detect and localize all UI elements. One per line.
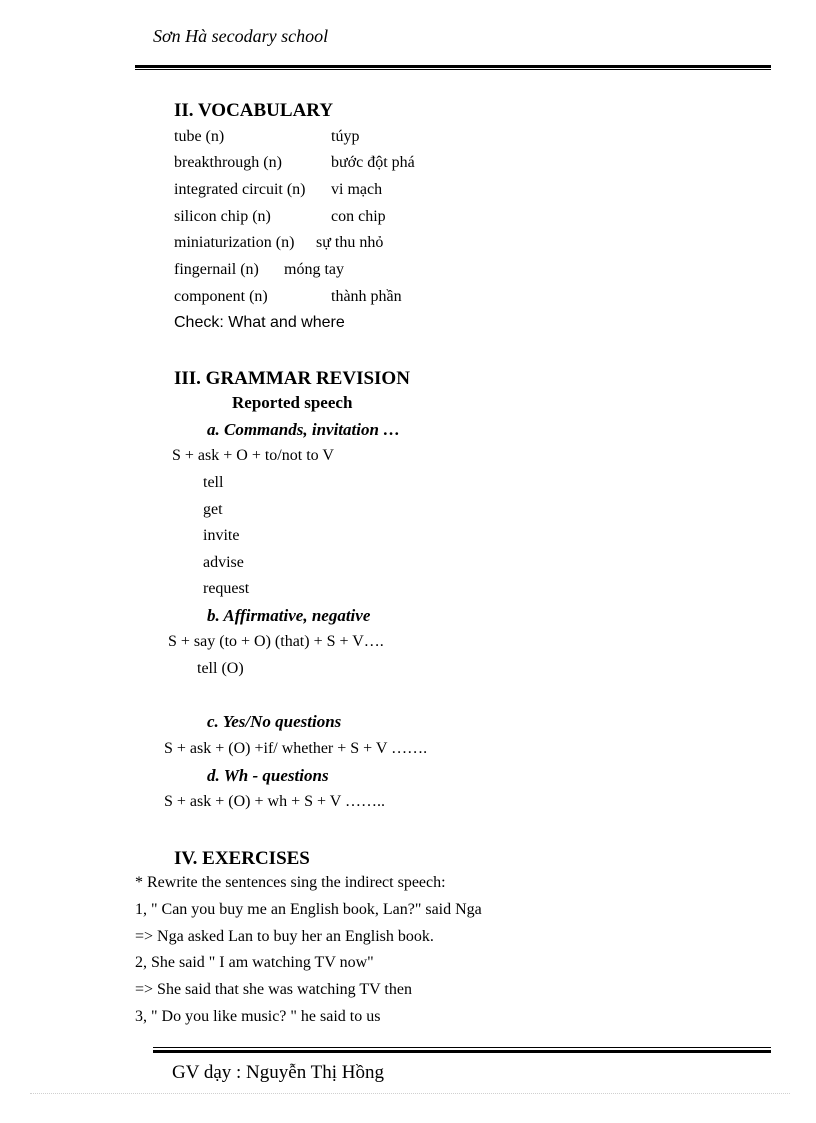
grammar-a-formula: S + ask + O + to/not to V xyxy=(172,447,334,464)
grammar-a-verb: get xyxy=(203,501,223,518)
vocab-meaning: bước đột phá xyxy=(331,154,415,171)
vocabulary-heading: II. VOCABULARY xyxy=(174,100,334,121)
exercise-line: 1, " Can you buy me an English book, Lan?" said Nga xyxy=(135,901,482,918)
vocab-check: Check: What and where xyxy=(174,314,345,331)
vocab-term: component (n) xyxy=(174,288,268,305)
grammar-a-verb: invite xyxy=(203,527,240,544)
vocab-meaning: móng tay xyxy=(284,261,344,278)
exercise-line: => She said that she was watching TV then xyxy=(135,981,412,998)
grammar-c-formula: S + ask + (O) +if/ whether + S + V ……. xyxy=(164,740,428,757)
exercise-line: 3, " Do you like music? " he said to us xyxy=(135,1008,381,1025)
school-name: Sơn Hà secodary school xyxy=(153,26,329,46)
grammar-c-title: c. Yes/No questions xyxy=(207,712,342,731)
footer-rule-thick xyxy=(153,1050,771,1053)
vocab-meaning: sự thu nhỏ xyxy=(316,234,384,251)
grammar-a-verb: tell xyxy=(203,474,224,491)
vocab-meaning: túyp xyxy=(331,128,360,145)
vocab-term: fingernail (n) xyxy=(174,261,259,278)
exercises-heading: IV. EXERCISES xyxy=(174,848,310,869)
vocab-term: silicon chip (n) xyxy=(174,208,271,225)
grammar-heading: III. GRAMMAR REVISION xyxy=(174,368,410,389)
footer-rule-thin xyxy=(153,1047,771,1048)
page-bottom-dotted-line xyxy=(30,1093,790,1094)
vocab-term: integrated circuit (n) xyxy=(174,181,306,198)
vocab-term: tube (n) xyxy=(174,128,225,145)
vocab-term: breakthrough (n) xyxy=(174,154,282,171)
header-rule-thick xyxy=(135,65,771,68)
grammar-a-title: a. Commands, invitation … xyxy=(207,420,401,439)
exercise-line: * Rewrite the sentences sing the indirect speech: xyxy=(135,874,446,891)
exercise-line: 2, She said " I am watching TV now" xyxy=(135,954,374,971)
grammar-b-title: b. Affirmative, negative xyxy=(207,606,371,625)
grammar-subheading: Reported speech xyxy=(232,393,353,412)
grammar-b-formula: S + say (to + O) (that) + S + V…. xyxy=(168,633,384,650)
exercise-line: => Nga asked Lan to buy her an English book. xyxy=(135,928,434,945)
header-rule-thin xyxy=(135,69,771,70)
teacher-name: GV dạy : Nguyễn Thị Hồng xyxy=(172,1062,384,1083)
vocab-meaning: con chip xyxy=(331,208,386,225)
grammar-d-formula: S + ask + (O) + wh + S + V …….. xyxy=(164,793,385,810)
grammar-b-verb: tell (O) xyxy=(197,660,244,677)
vocab-term: miniaturization (n) xyxy=(174,234,295,251)
grammar-d-title: d. Wh - questions xyxy=(207,766,329,785)
grammar-a-verb: request xyxy=(203,580,250,597)
vocab-meaning: vi mạch xyxy=(331,181,383,198)
vocab-meaning: thành phần xyxy=(331,288,402,305)
grammar-a-verb: advise xyxy=(203,554,244,571)
